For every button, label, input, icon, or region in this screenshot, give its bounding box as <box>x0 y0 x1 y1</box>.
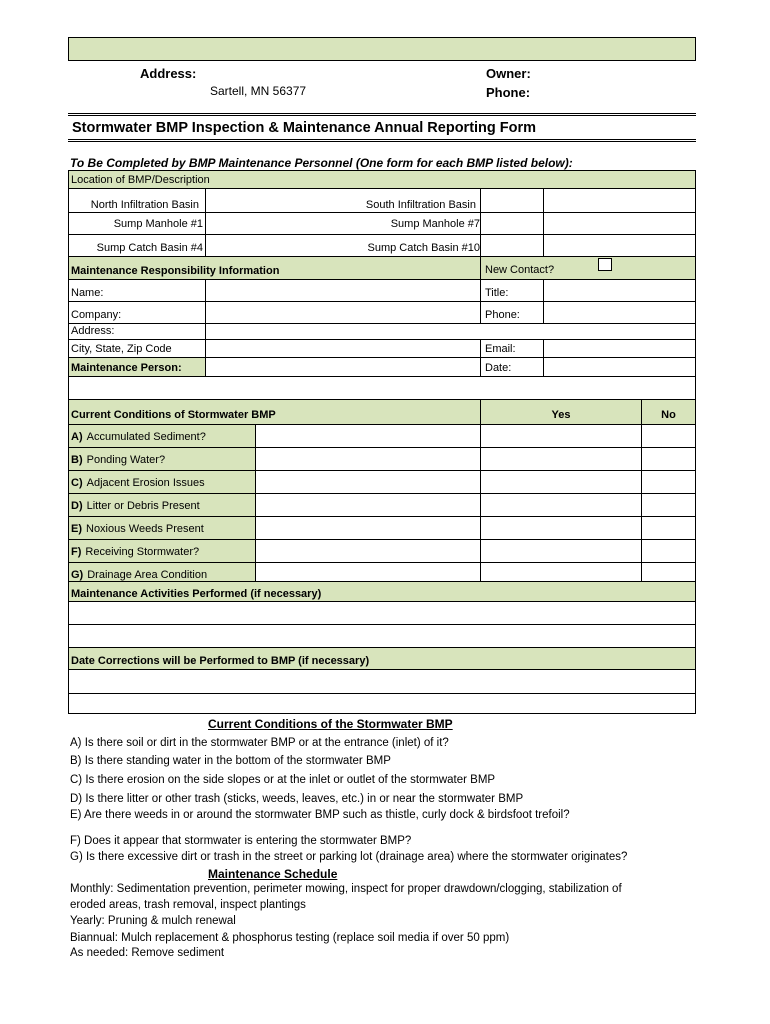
activities-input-1[interactable] <box>68 601 696 625</box>
condition-notes-input[interactable] <box>255 539 481 563</box>
title-input[interactable] <box>543 279 696 302</box>
instruction-line-b: B) Is there standing water in the bottom of the stormwater BMP <box>70 755 391 767</box>
condition-yes-input[interactable] <box>480 539 642 563</box>
title-label-cell <box>480 279 544 302</box>
condition-letter: E) <box>71 523 82 535</box>
condition-letter: D) <box>71 500 83 512</box>
page-title: Stormwater BMP Inspection & Maintenance Annual Reporting Form <box>72 120 537 136</box>
condition-row-label <box>68 493 256 517</box>
condition-no-input[interactable] <box>641 470 696 494</box>
condition-text: Litter or Debris Present <box>86 500 200 512</box>
location-row-3-right-text: Sump Catch Basin #10 <box>367 242 480 254</box>
date-label-cell <box>480 357 544 377</box>
location-row-2-left <box>68 212 206 235</box>
top-banner <box>68 37 696 61</box>
spacer-row <box>68 376 696 400</box>
condition-no-input[interactable] <box>641 424 696 448</box>
condition-row-label <box>68 516 256 540</box>
condition-yes-input[interactable] <box>480 447 642 471</box>
condition-yes-input[interactable] <box>480 493 642 517</box>
condition-text: Accumulated Sediment? <box>86 431 206 443</box>
phone-label-cell <box>480 301 544 324</box>
instructions-heading: Current Conditions of the Stormwater BMP <box>208 717 453 731</box>
instruction-line-a: A) Is there soil or dirt in the stormwater BMP or at the entrance (inlet) of it? <box>70 737 449 749</box>
condition-no-input[interactable] <box>641 516 696 540</box>
person-label-cell <box>68 357 206 377</box>
city-label: City, State, Zip Code <box>71 343 172 355</box>
name-label: Name: <box>71 287 104 299</box>
condition-notes-input[interactable] <box>255 424 481 448</box>
condition-letter: G) <box>71 569 84 581</box>
activities-header-text: Maintenance Activities Performed (if necessary) <box>71 588 322 600</box>
schedule-heading: Maintenance Schedule <box>208 867 338 881</box>
company-label-cell <box>68 301 206 324</box>
no-header <box>641 399 696 425</box>
location-row-1-left <box>68 188 206 213</box>
title-rule-top <box>68 113 696 116</box>
corrections-input-1[interactable] <box>68 669 696 694</box>
no-label: No <box>661 409 676 421</box>
corrections-header <box>68 647 696 670</box>
new-contact-label: New Contact? <box>485 264 555 276</box>
address-label: Address: <box>140 66 197 81</box>
location-row-3-right-input[interactable] <box>480 234 544 257</box>
condition-letter: C) <box>71 477 83 489</box>
schedule-line-1: Monthly: Sedimentation prevention, perimeter mowing, inspect for proper drawdown/clogging, stabilization of <box>70 883 622 895</box>
condition-notes-input[interactable] <box>255 516 481 540</box>
owner-label: Owner: <box>486 66 531 81</box>
city-label-cell <box>68 339 206 358</box>
location-row-2-left-input[interactable] <box>205 212 481 235</box>
condition-yes-input[interactable] <box>480 424 642 448</box>
activities-input-2[interactable] <box>68 624 696 648</box>
condition-no-input[interactable] <box>641 539 696 563</box>
condition-notes-input[interactable] <box>255 447 481 471</box>
condition-row-label <box>68 470 256 494</box>
corrections-header-text: Date Corrections will be Performed to BMP (if necessary) <box>71 655 370 667</box>
condition-yes-input[interactable] <box>480 470 642 494</box>
corrections-input-2[interactable] <box>68 693 696 714</box>
title-rule-bottom <box>68 139 696 142</box>
condition-no-input[interactable] <box>641 447 696 471</box>
name-input[interactable] <box>205 279 481 302</box>
condition-no-input[interactable] <box>641 493 696 517</box>
conditions-header-text: Current Conditions of Stormwater BMP <box>71 409 276 421</box>
phone-field-label: Phone: <box>485 309 520 321</box>
location-row-1-left-text: North Infiltration Basin <box>90 199 199 211</box>
yes-header <box>480 399 642 425</box>
location-row-1-right-text: South Infiltration Basin <box>365 199 476 211</box>
person-input[interactable] <box>205 357 481 377</box>
condition-text: Drainage Area Condition <box>87 569 208 581</box>
activities-header <box>68 581 696 602</box>
condition-text: Ponding Water? <box>86 454 166 466</box>
address-value: Sartell, MN 56377 <box>210 84 307 98</box>
condition-notes-input[interactable] <box>255 493 481 517</box>
condition-row-label <box>68 447 256 471</box>
instruction-line-d: D) Is there litter or other trash (sticks, weeds, leaves, etc.) in or near the stormwater BMP <box>70 793 524 805</box>
location-row-2-right-input[interactable] <box>480 212 544 235</box>
location-header <box>68 170 696 189</box>
instruction-line-f: F) Does it appear that stormwater is entering the stormwater BMP? <box>70 835 412 847</box>
email-input[interactable] <box>543 339 696 358</box>
condition-notes-input[interactable] <box>255 470 481 494</box>
condition-row-label <box>68 539 256 563</box>
location-row-2-extra[interactable] <box>543 212 696 235</box>
conditions-header <box>68 399 481 425</box>
new-contact-cell <box>480 256 696 280</box>
condition-letter: B) <box>71 454 83 466</box>
condition-row-label <box>68 424 256 448</box>
location-row-3-left-input[interactable] <box>205 234 481 257</box>
phone-label: Phone: <box>486 85 531 100</box>
date-input[interactable] <box>543 357 696 377</box>
company-label: Company: <box>71 309 122 321</box>
address-field-label: Address: <box>71 325 115 337</box>
condition-yes-input[interactable] <box>480 516 642 540</box>
phone-input[interactable] <box>543 301 696 324</box>
responsibility-header <box>68 256 481 280</box>
date-label: Date: <box>485 362 512 374</box>
name-label-cell <box>68 279 206 302</box>
address-label-cell <box>68 323 206 340</box>
condition-text: Adjacent Erosion Issues <box>86 477 205 489</box>
condition-text: Noxious Weeds Present <box>86 523 204 535</box>
responsibility-header-text: Maintenance Responsibility Information <box>71 265 280 277</box>
instruction-line-g: G) Is there excessive dirt or trash in the street or parking lot (drainage area) where the stormwater originates? <box>70 851 628 863</box>
address-input[interactable] <box>205 323 696 340</box>
schedule-line-4: Biannual: Mulch replacement & phosphorus testing (replace soil media if over 50 ppm) <box>70 932 510 944</box>
instruction-line-e: E) Are there weeds in or around the stormwater BMP such as thistle, curly dock & birdsfoot trefoil? <box>70 809 570 821</box>
form-subtitle: To Be Completed by BMP Maintenance Personnel (One form for each BMP listed below): <box>70 156 573 170</box>
city-input[interactable] <box>205 339 481 358</box>
schedule-line-3: Yearly: Pruning & mulch renewal <box>70 915 236 927</box>
location-row-2-left-text: Sump Manhole #1 <box>113 218 203 230</box>
person-label: Maintenance Person: <box>71 362 182 374</box>
location-row-3-left-text: Sump Catch Basin #4 <box>96 242 203 254</box>
instruction-line-c: C) Is there erosion on the side slopes or at the inlet or outlet of the stormwater BMP <box>70 774 496 786</box>
location-row-1-right-input[interactable] <box>480 188 544 213</box>
location-row-2-right-text: Sump Manhole #7 <box>390 218 480 230</box>
title-label: Title: <box>485 287 509 299</box>
location-row-3-extra[interactable] <box>543 234 696 257</box>
condition-text: Receiving Stormwater? <box>85 546 200 558</box>
email-label-cell <box>480 339 544 358</box>
email-label: Email: <box>485 343 516 355</box>
location-row-1-left-input[interactable] <box>205 188 481 213</box>
location-row-3-left <box>68 234 206 257</box>
condition-letter: A) <box>71 431 83 443</box>
company-input[interactable] <box>205 301 481 324</box>
schedule-line-2: eroded areas, trash removal, inspect plantings <box>70 899 306 911</box>
location-header-text: Location of BMP/Description <box>71 174 210 186</box>
yes-label: Yes <box>551 409 571 421</box>
schedule-line-5: As needed: Remove sediment <box>70 947 225 959</box>
condition-letter: F) <box>71 546 82 558</box>
new-contact-checkbox[interactable] <box>598 258 612 271</box>
location-row-1-extra[interactable] <box>543 188 696 213</box>
